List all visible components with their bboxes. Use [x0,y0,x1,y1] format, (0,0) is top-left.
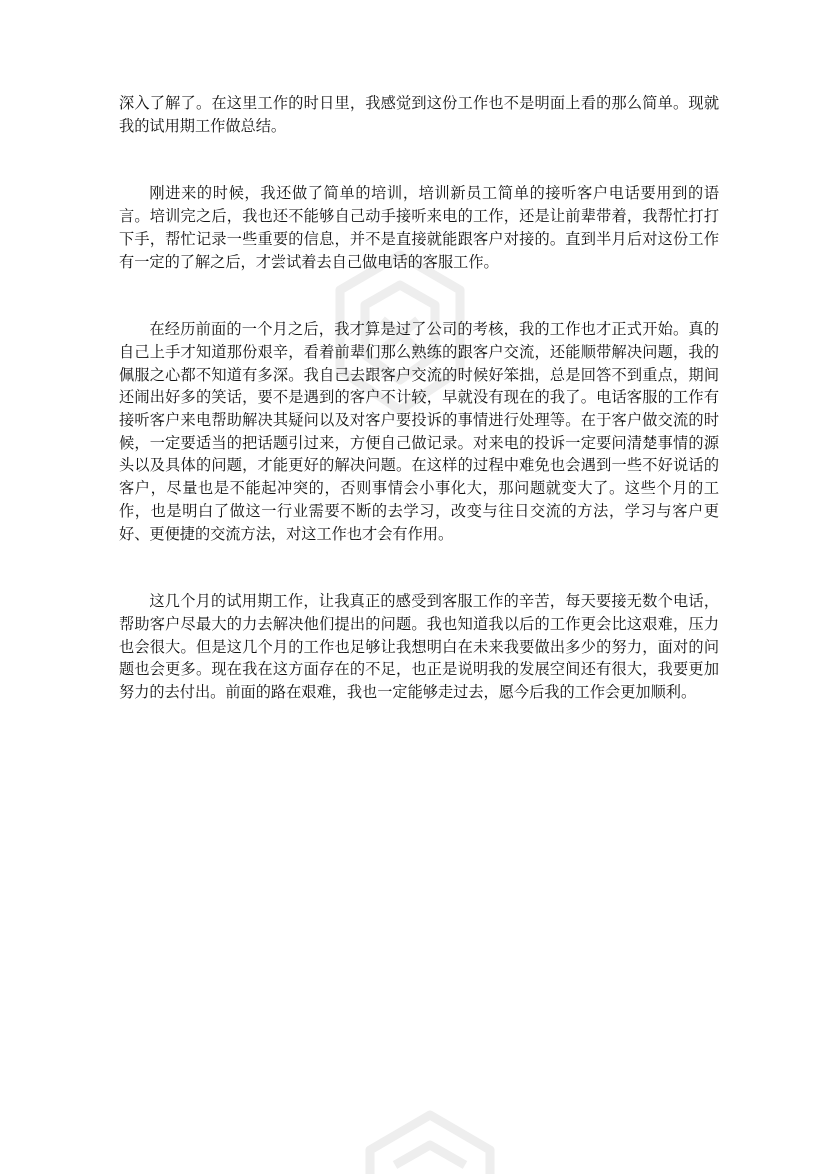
paragraph-gap [119,137,719,182]
paragraph-intro: 深入了解了。在这里工作的时日里，我感觉到这份工作也不是明面上看的那么简单。现就我的试用期工作做总结。 [119,94,719,135]
paragraph-gap [119,545,719,590]
paragraph-gap [119,273,719,318]
paragraph-conclusion: 这几个月的试用期工作，让我真正的感受到客服工作的辛苦，每天要接无数个电话，帮助客户尽最大的力去解决他们提出的问题。我也知道我以后的工作更会比这艰难，压力也会很大。但是这几个月的工作也足够让我想明白在未来我要做出多少的努力，面对的问题也会更多。现在我在这方面存在的不足，也正是说明我的发展空间还有很大，我要更加努力的去付出。前面的路在艰难，我也一定能够走过去，愿今后我的工作会更加顺利。 [119,592,719,702]
document-body [119,92,719,704]
paragraph-training: 刚进来的时候，我还做了简单的培训，培训新员工简单的接听客户电话要用到的语言。培训完之后，我也还不能够自己动手接听来电的工作，还是让前辈带着，我帮忙打打下手，帮忙记录一些重要的信息，并不是直接就能跟客户对接的。直到半月后对这份工作有一定的了解之后，才尝试着去自己做电话的客服工作。 [119,184,719,271]
watermark-mark-icon-bottom [330,1110,520,1174]
paragraph-work-experience: 在经历前面的一个月之后，我才算是过了公司的考核，我的工作也才正式开始。真的自己上手才知道那份艰辛，看着前辈们那么熟练的跟客户交流，还能顺带解决问题，我的佩服之心都不知道有多深。我自己去跟客户交流的时候好笨拙，总是回答不到重点，期间还闹出好多的笑话，要不是遇到的客户不计较，早就没有现在的我了。电话客服的工作有接听客户来电帮助解决其疑问以及对客户要投诉的事情进行处理等。在于客户做交流的时候，一定要适当的把话题引过来，方便自己做记录。对来电的投诉一定要问清楚事情的源头以及具体的问题，才能更好的解决问题。在这样的过程中难免也会遇到一些不好说话的客户，尽量也是不能起冲突的，否则事情会小事化大，那问题就变大了。这些个月的工作，也是明白了做这一行业需要不断的去学习，改变与往日交流的方法，学习与客户更好、更便捷的交流方法，对这工作也才会有作用。 [119,320,719,543]
